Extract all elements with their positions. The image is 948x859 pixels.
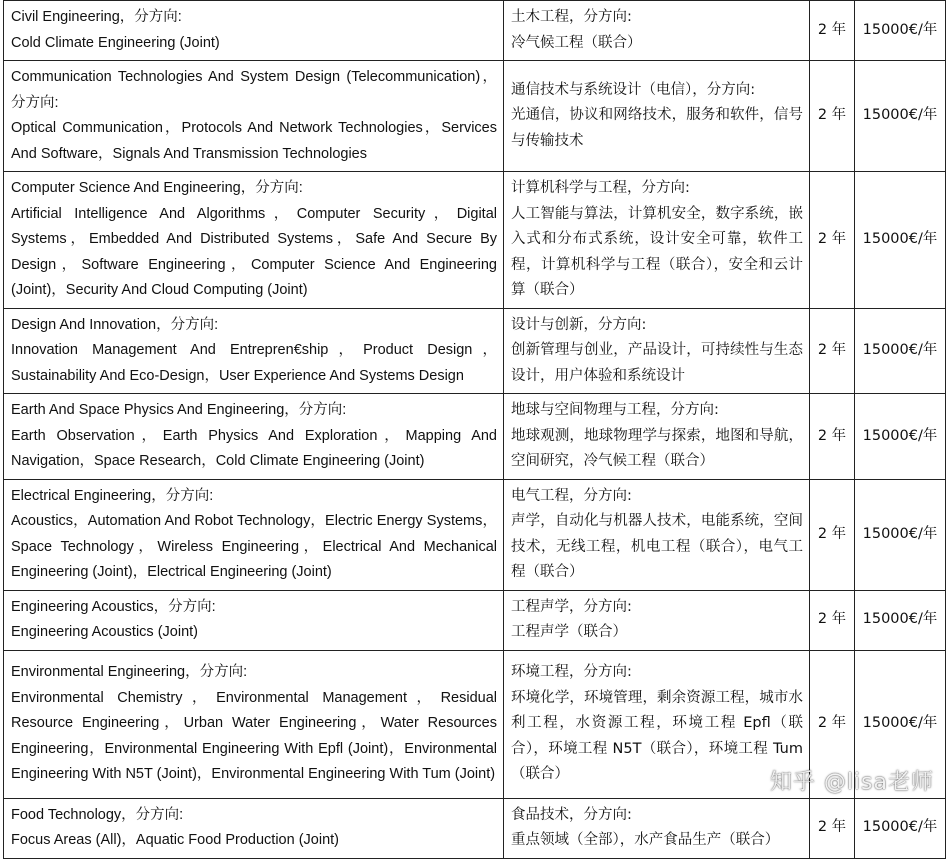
program-zh-title: 土木工程，分方向: [511, 9, 632, 25]
program-en-cell [4, 798, 504, 858]
program-en-title: Design And Innovation，分方向: [11, 316, 219, 333]
program-en-tracks: Cold Climate Engineering (Joint) [11, 34, 220, 51]
program-en-cell [4, 394, 504, 480]
program-en-title: Computer Science And Engineering，分方向: [11, 180, 303, 196]
program-en-tracks: Focus Areas (All)，Aquatic Food Production (Joint) [11, 832, 339, 848]
program-en-title: Food Technology，分方向: [11, 806, 184, 823]
duration-cell: 2 年 [810, 650, 855, 798]
program-en-cell [4, 61, 504, 172]
program-en-tracks: Earth Observation，Earth Physics And Exploration，Mapping And Navigation，Space Research，Cold Climate Engineering (Joint) [11, 427, 497, 469]
duration-cell: 2 年 [810, 61, 855, 172]
fee-cell: 15000€/年 [855, 650, 946, 798]
program-en-title: Communication Technologies And System Design (Telecommunication)，分方向: [11, 69, 497, 111]
duration-cell: 2 年 [810, 590, 855, 650]
table-row [4, 590, 946, 650]
program-zh-title: 工程声学，分方向: [511, 598, 632, 615]
program-zh-cell [504, 394, 810, 480]
table-row [4, 172, 946, 309]
fee-cell: 15000€/年 [855, 590, 946, 650]
fee-cell: 15000€/年 [855, 394, 946, 480]
program-en-tracks: Environmental Chemistry，Environmental Management，Residual Resource Engineering，Urban Water Engineering，Water Resources Engineering，Environmental Engineering With Epfl (Joint)，Environmental Engineering With N5T (Joint)，Environmental Engineering With Tum (Joint) [11, 689, 497, 783]
program-en-tracks: Engineering Acoustics (Joint) [11, 624, 198, 640]
program-zh-title: 环境工程，分方向: [511, 664, 632, 681]
program-zh-cell [504, 172, 810, 309]
program-zh-title: 设计与创新，分方向: [511, 316, 647, 333]
program-zh-title: 通信技术与系统设计（电信），分方向: [511, 81, 756, 98]
program-zh-tracks: 声学，自动化与机器人技术，电能系统，空间技术，无线工程，机电工程（联合），电气工程（联合） [511, 513, 803, 580]
table-row [4, 479, 946, 590]
program-en-cell [4, 1, 504, 61]
programs-table [3, 0, 946, 859]
program-zh-title: 食品技术，分方向: [511, 806, 632, 823]
fee-cell: 15000€/年 [855, 308, 946, 394]
program-en-cell [4, 479, 504, 590]
duration-cell: 2 年 [810, 1, 855, 61]
program-zh-tracks: 工程声学（联合） [511, 624, 627, 640]
program-en-tracks: Acoustics，Automation And Robot Technology，Electric Energy Systems，Space Technology，Wireless Engineering，Electrical And Mechanical Engineering (Joint)，Electrical Engineering (Joint) [11, 513, 497, 580]
program-zh-cell [504, 308, 810, 394]
program-en-cell [4, 650, 504, 798]
watermark: 知乎 @lisa老师 [769, 770, 934, 795]
program-en-title: Engineering Acoustics，分方向: [11, 598, 216, 615]
duration-cell: 2 年 [810, 172, 855, 309]
table-row [4, 308, 946, 394]
program-zh-tracks: 光通信，协议和网络技术，服务和软件，信号与传输技术 [511, 107, 803, 149]
program-zh-cell [504, 61, 810, 172]
program-zh-cell [504, 1, 810, 61]
program-zh-cell [504, 650, 810, 798]
program-zh-tracks: 重点领域（全部），水产食品生产（联合） [511, 832, 780, 848]
program-zh-tracks: 人工智能与算法，计算机安全，数字系统，嵌入式和分布式系统，设计安全可靠，软件工程，计算机科学与工程（联合），安全和云计算（联合） [511, 205, 803, 298]
duration-cell: 2 年 [810, 479, 855, 590]
program-en-title: Civil Engineering，分方向: [11, 9, 182, 25]
program-zh-title: 电气工程，分方向: [511, 487, 632, 504]
program-en-cell [4, 308, 504, 394]
program-en-tracks: Innovation Management And Entrepren€ship，Product Design，Sustainability And Eco-Design，User Experience And Systems Design [11, 342, 497, 384]
program-en-cell [4, 172, 504, 309]
fee-cell: 15000€/年 [855, 1, 946, 61]
program-zh-title: 地球与空间物理与工程，分方向: [511, 402, 719, 418]
duration-cell: 2 年 [810, 798, 855, 858]
table-row [4, 1, 946, 61]
fee-cell: 15000€/年 [855, 172, 946, 309]
program-en-tracks: Optical Communication，Protocols And Network Technologies，Services And Software，Signals And Transmission Technologies [11, 120, 497, 162]
program-en-title: Environmental Engineering，分方向: [11, 664, 248, 681]
fee-cell: 15000€/年 [855, 479, 946, 590]
program-zh-tracks: 冷气候工程（联合） [511, 34, 642, 51]
program-zh-tracks: 环境化学，环境管理，剩余资源工程，城市水利工程，水资源工程，环境工程 Epfl（联合），环境工程 N5T（联合），环境工程 Tum（联合） [511, 689, 803, 783]
program-zh-tracks: 地球观测，地球物理学与探索，地图和导航，空间研究，冷气候工程（联合） [511, 427, 803, 469]
fee-cell: 15000€/年 [855, 61, 946, 172]
table-row [4, 394, 946, 480]
duration-cell: 2 年 [810, 394, 855, 480]
program-en-title: Electrical Engineering，分方向: [11, 487, 214, 504]
program-zh-tracks: 创新管理与创业，产品设计，可持续性与生态设计，用户体验和系统设计 [511, 342, 803, 384]
program-zh-title: 计算机科学与工程，分方向: [511, 180, 690, 196]
program-zh-cell [504, 798, 810, 858]
program-zh-cell [504, 479, 810, 590]
program-zh-cell [504, 590, 810, 650]
program-en-cell [4, 590, 504, 650]
table-row [4, 61, 946, 172]
program-en-title: Earth And Space Physics And Engineering，分方向: [11, 402, 347, 418]
fee-cell: 15000€/年 [855, 798, 946, 858]
duration-cell: 2 年 [810, 308, 855, 394]
table-row [4, 798, 946, 858]
program-en-tracks: Artificial Intelligence And Algorithms，Computer Security，Digital Systems，Embedded And Distributed Systems，Safe And Secure By Design，Software Engineering，Computer Science And Engineering (Joint)，Security And Cloud Computing (Joint) [11, 205, 497, 298]
